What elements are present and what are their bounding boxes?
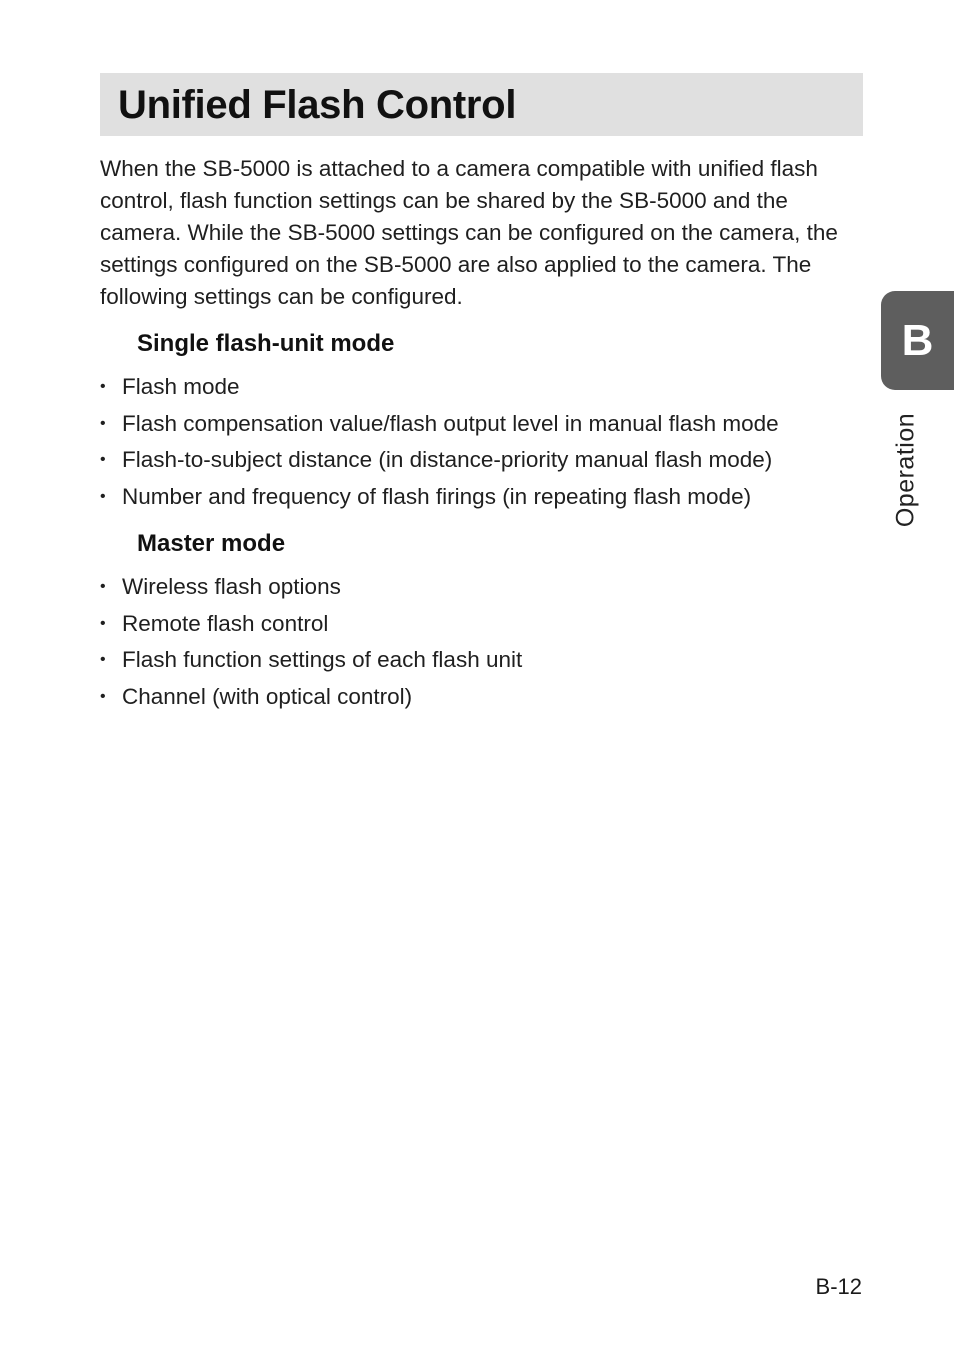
page-title: Unified Flash Control xyxy=(118,83,517,127)
chapter-label: Operation xyxy=(891,412,920,528)
bullet-icon: • xyxy=(100,378,106,395)
master-mode-settings-list xyxy=(100,569,860,716)
list-item: • Channel (with optical control) xyxy=(100,679,860,716)
bullet-icon: • xyxy=(100,488,106,506)
list-item: • Number and frequency of flash firings (in repeating flash mode) xyxy=(100,479,860,516)
list-item: • Wireless flash options xyxy=(100,569,860,606)
chapter-letter-icon: B xyxy=(901,316,934,365)
bullet-icon: • xyxy=(100,651,106,669)
list-item: • Flash-to-subject distance (in distance-priority manual flash mode) xyxy=(100,442,860,479)
section-heading-single-flash: Single flash-unit mode xyxy=(137,330,395,357)
bullet-icon: • xyxy=(100,614,106,632)
bullet-icon: • xyxy=(100,578,106,595)
section-heading-master-mode: Master mode xyxy=(137,530,286,557)
page-number: B-12 xyxy=(815,1274,862,1299)
bullet-icon: • xyxy=(100,414,106,432)
list-item: • Flash mode xyxy=(100,369,860,406)
bullet-icon: • xyxy=(100,451,106,469)
list-item: • Flash compensation value/flash output level in manual flash mode xyxy=(100,406,860,443)
bullet-icon: • xyxy=(100,688,106,706)
title-bar xyxy=(100,73,863,136)
intro-paragraph: When the SB-5000 is attached to a camera compatible with unified flash control, flash function settings can be shared by the SB-5000 and the camera. While the SB-5000 settings can be configured on the camera, the settings configured on the SB-5000 are also applied to the camera. The following settings can be configured. xyxy=(100,156,838,309)
list-item: • Flash function settings of each flash unit xyxy=(100,642,860,679)
chapter-tab xyxy=(881,291,954,390)
single-flash-settings-list xyxy=(100,369,860,516)
list-item: • Remote flash control xyxy=(100,606,860,643)
